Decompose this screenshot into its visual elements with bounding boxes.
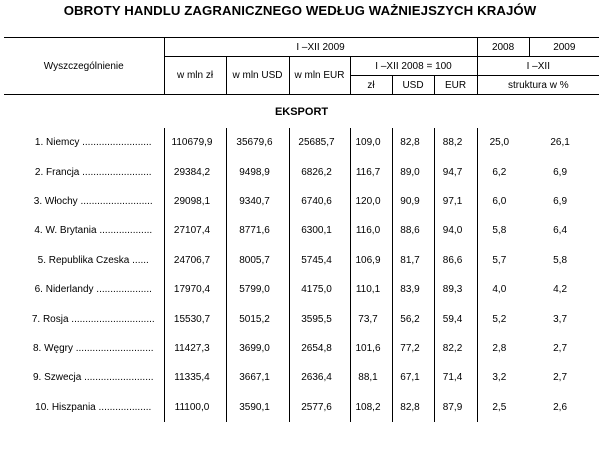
country-name: 9. Szwecja ......................... [32,372,154,384]
value-eur: 2577,6 [289,393,350,422]
index-eur: 82,2 [434,334,477,363]
index-pln: 101,6 [350,334,392,363]
index-usd: 82,8 [392,128,434,157]
country-name: 10. Hiszpania ................... [35,401,152,413]
header-col-pln: w mln zł [164,57,226,95]
country-name: 6. Niderlandy .................... [34,284,152,296]
value-pln: 11427,3 [164,334,226,363]
index-eur: 86,6 [434,246,477,275]
structure-2008: 4,0 [477,275,529,304]
page-title: OBROTY HANDLU ZAGRANICZNEGO WEDŁUG WAŻNIEJSZYCH KRAJÓW [63,3,537,18]
country-name: 3. Włochy .......................... [33,195,153,207]
index-pln: 106,9 [350,246,392,275]
table-body [4,95,599,422]
value-pln: 11335,4 [164,363,226,392]
structure-2009: 26,1 [550,137,570,149]
country-name: 5. Republika Czeska ...... [37,254,149,266]
value-usd: 9340,7 [226,187,289,216]
index-eur: 88,2 [434,128,477,157]
value-eur: 6826,2 [289,157,350,186]
header-year-2009: 2009 [529,38,599,57]
index-usd: 82,8 [392,393,434,422]
country-name: 4. W. Brytania ................... [34,225,153,237]
header-period-b: I –XII [477,57,599,76]
index-pln: 120,0 [350,187,392,216]
table-row [4,216,599,245]
header-idx-eur: EUR [434,76,477,95]
value-usd: 8005,7 [226,246,289,275]
table-row [4,393,599,422]
value-eur: 25685,7 [289,128,350,157]
index-pln: 116,7 [350,157,392,186]
index-pln: 73,7 [350,304,392,333]
index-usd: 83,9 [392,275,434,304]
index-usd: 77,2 [392,334,434,363]
table-header [4,38,599,95]
table-row [4,304,599,333]
value-pln: 29384,2 [164,157,226,186]
structure-2009: 5,8 [553,254,568,266]
table-row [4,334,599,363]
value-usd: 5015,2 [226,304,289,333]
structure-2008: 5,8 [477,216,529,245]
index-pln: 109,0 [350,128,392,157]
value-eur: 6740,6 [289,187,350,216]
structure-2008: 25,0 [477,128,529,157]
structure-2009: 4,2 [553,284,568,296]
value-usd: 5799,0 [226,275,289,304]
header-row-label: Wyszczególnienie [4,38,164,95]
index-eur: 94,0 [434,216,477,245]
value-usd: 3590,1 [226,393,289,422]
header-year-2008: 2008 [477,38,529,57]
table-row [4,275,599,304]
value-usd: 3667,1 [226,363,289,392]
value-eur: 5745,4 [289,246,350,275]
value-eur: 2654,8 [289,334,350,363]
header-idx-usd: USD [392,76,434,95]
table-row [4,187,599,216]
country-name: 1. Niemcy ......................... [34,137,152,149]
index-pln: 108,2 [350,393,392,422]
index-pln: 110,1 [350,275,392,304]
index-eur: 59,4 [434,304,477,333]
table-row [4,157,599,186]
structure-2008: 6,0 [477,187,529,216]
index-pln: 88,1 [350,363,392,392]
country-name: 7. Rosja .............................. [31,313,155,325]
value-eur: 6300,1 [289,216,350,245]
value-pln: 29098,1 [164,187,226,216]
section-title: EKSPORT [274,105,329,118]
structure-2008: 5,2 [477,304,529,333]
structure-2008: 3,2 [477,363,529,392]
value-usd: 35679,6 [226,128,289,157]
structure-2009: 2,7 [553,372,568,384]
table-row [4,128,599,157]
index-usd: 89,0 [392,157,434,186]
index-eur: 71,4 [434,363,477,392]
structure-2009: 3,7 [553,313,568,325]
value-pln: 17970,4 [164,275,226,304]
header-index-base: I –XII 2008 = 100 [350,57,477,76]
header-col-eur: w mln EUR [289,57,350,95]
structure-2008: 2,8 [477,334,529,363]
value-eur: 4175,0 [289,275,350,304]
value-pln: 110679,9 [164,128,226,157]
country-name: 8. Węgry ............................ [32,342,154,354]
value-eur: 3595,5 [289,304,350,333]
value-usd: 9498,9 [226,157,289,186]
value-eur: 2636,4 [289,363,350,392]
index-usd: 88,6 [392,216,434,245]
value-pln: 11100,0 [164,393,226,422]
index-pln: 116,0 [350,216,392,245]
structure-2008: 2,5 [477,393,529,422]
index-usd: 81,7 [392,246,434,275]
header-period: I –XII 2009 [164,38,477,57]
header-idx-pln: zł [350,76,392,95]
index-eur: 94,7 [434,157,477,186]
value-pln: 15530,7 [164,304,226,333]
index-usd: 67,1 [392,363,434,392]
structure-2009: 2,6 [553,401,568,413]
trade-table [4,37,599,422]
header-col-usd: w mln USD [226,57,289,95]
structure-2009: 6,9 [553,166,568,178]
index-usd: 90,9 [392,187,434,216]
structure-2008: 6,2 [477,157,529,186]
table-row [4,363,599,392]
structure-2009: 2,7 [553,342,568,354]
country-name: 2. Francja ......................... [34,166,152,178]
index-eur: 97,1 [434,187,477,216]
structure-2009: 6,9 [553,195,568,207]
header-structure: struktura w % [477,76,599,95]
index-eur: 87,9 [434,393,477,422]
value-pln: 27107,4 [164,216,226,245]
structure-2008: 5,7 [477,246,529,275]
value-usd: 8771,6 [226,216,289,245]
structure-2009: 6,4 [553,225,568,237]
value-pln: 24706,7 [164,246,226,275]
value-usd: 3699,0 [226,334,289,363]
index-eur: 89,3 [434,275,477,304]
table-row [4,246,599,275]
index-usd: 56,2 [392,304,434,333]
